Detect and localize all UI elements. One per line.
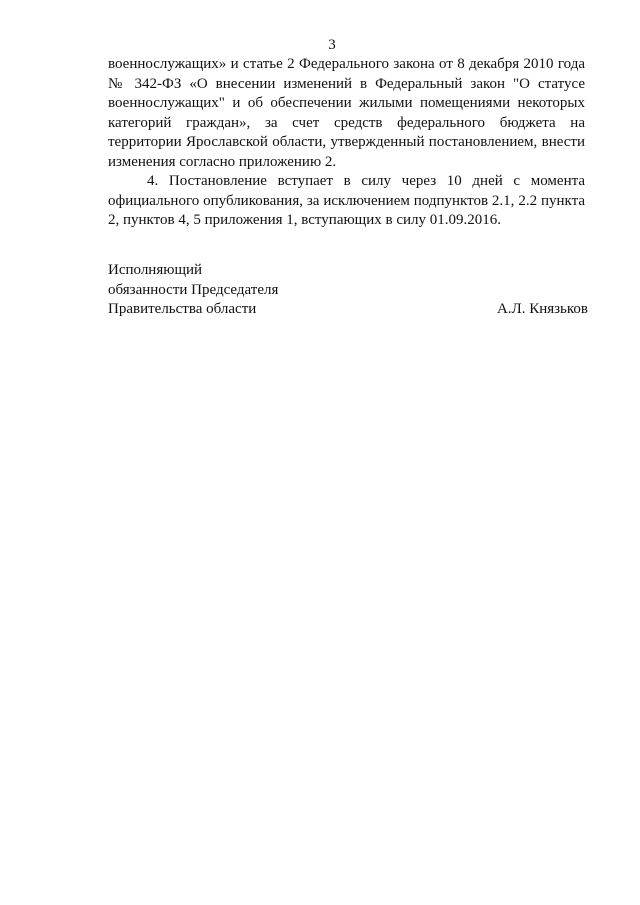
signature-row	[108, 300, 588, 320]
page-number: 3	[328, 37, 336, 53]
document-body	[108, 55, 585, 231]
signature-block	[108, 261, 588, 320]
signatory-title-line-2: обязанности Председателя	[108, 281, 279, 298]
signatory-title-line-3: Правительства области	[108, 301, 257, 317]
signatory-name: А.Л. Князьков	[496, 301, 588, 317]
signatory-title-line-1: Исполняющий	[108, 262, 203, 278]
paragraph-continued: военнослужащих» и статье 2 Федерального закона от 8 декабря 2010 года № 342-ФЗ «О внесении изменений в Федеральный закон "О статусе военнослужащих" и об обеспечении жилыми помещениями некоторых категорий граждан», за счет средств федерального бюджета на территории Ярославской области, утвержденный постановлением, внести изменения согласно приложению 2.	[108, 56, 585, 170]
paragraph-4: 4. Постановление вступает в силу через 10 дней с момента официального опубликования, за исключением подпунктов 2.1, 2.2 пункта 2, пунктов 4, 5 приложения 1, вступающих в силу 01.09.2016.	[108, 173, 585, 228]
